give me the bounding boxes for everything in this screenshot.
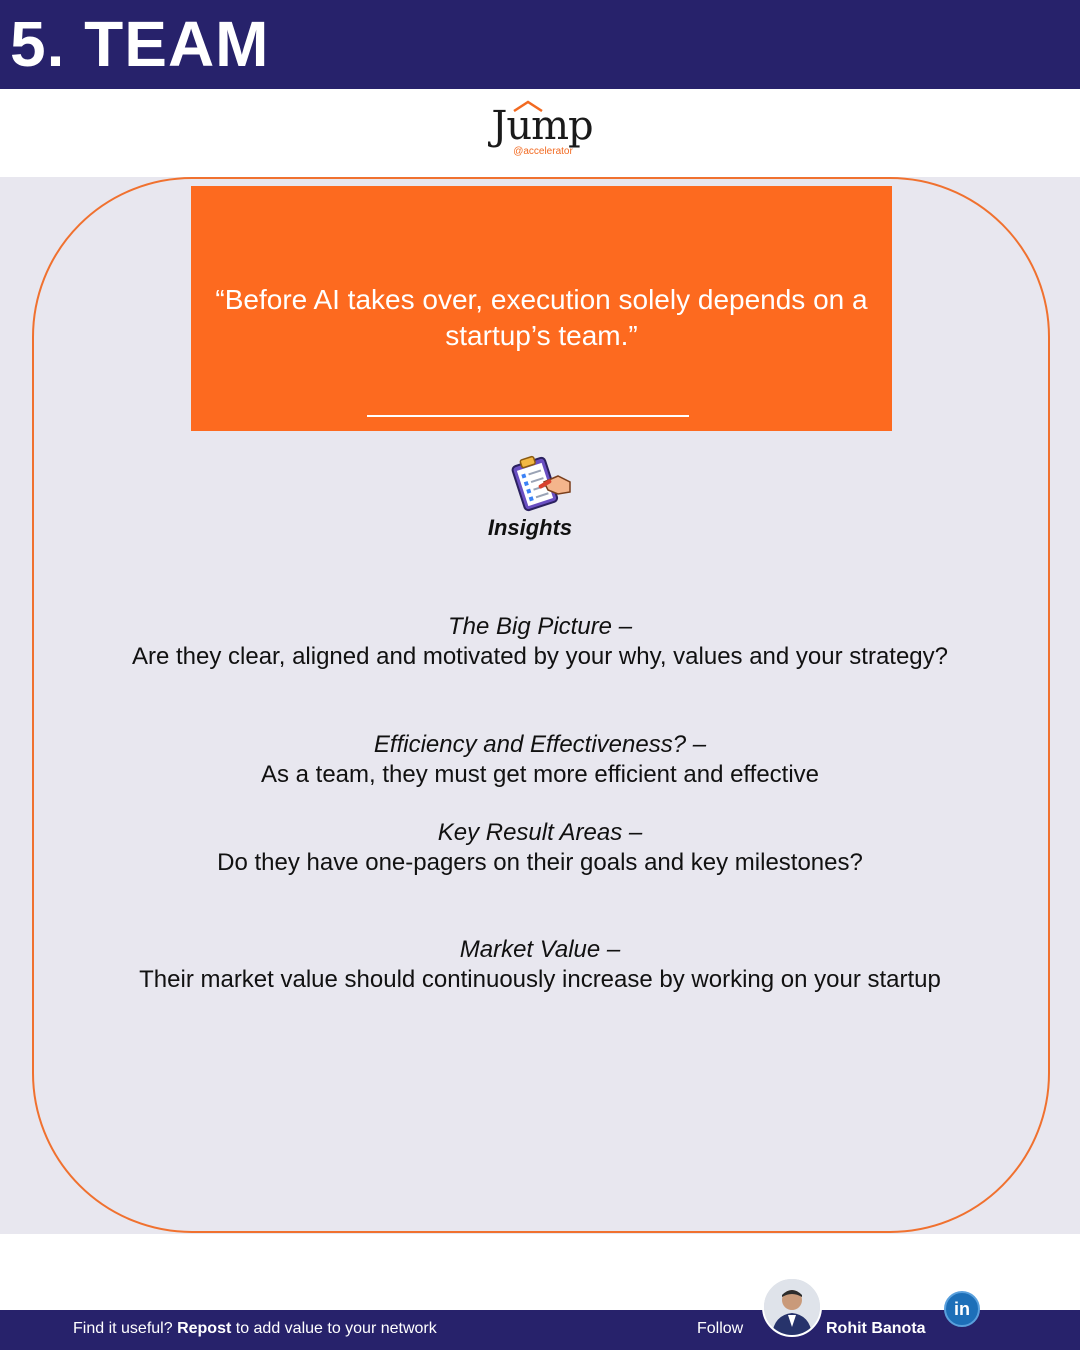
insight-item [40, 818, 1040, 878]
linkedin-icon[interactable]: in [944, 1291, 980, 1327]
insight-body: Do they have one-pagers on their goals and key milestones? [217, 849, 863, 876]
logo-roof-icon [512, 100, 544, 112]
insight-body: Are they clear, aligned and motivated by your why, values and your strategy? [131, 643, 948, 670]
insight-item [40, 612, 1040, 672]
insight-heading: Key Result Areas – [437, 819, 643, 846]
insight-heading: Market Value – [459, 936, 621, 963]
clipboard-checklist-icon [508, 452, 574, 514]
insights-heading: Insights [487, 515, 573, 540]
footer-cta [73, 1319, 437, 1339]
footer-cta-suffix: to add value to your network [231, 1320, 437, 1337]
author-name[interactable]: Rohit Banota [826, 1320, 926, 1337]
page-title: 5. TEAM [10, 8, 270, 80]
insight-heading: Efficiency and Effectiveness? – [373, 731, 707, 758]
header-bar [0, 0, 1080, 89]
logo-subtitle: @accelerator [513, 146, 573, 157]
insight-item [40, 935, 1040, 995]
insight-item [40, 730, 1040, 790]
quote-text: “Before AI takes over, execution solely depends on a startup’s team.” [215, 284, 868, 351]
logo-wordmark: Jump [491, 103, 593, 149]
insight-heading: The Big Picture – [447, 613, 633, 640]
insight-body: As a team, they must get more efficient and effective [260, 761, 820, 788]
person-icon [764, 1279, 820, 1335]
quote-divider [367, 415, 689, 417]
footer-cta-prefix: Find it useful? [73, 1320, 178, 1337]
quote-box [191, 186, 892, 431]
avatar[interactable] [762, 1277, 822, 1337]
follow-label[interactable]: Follow [697, 1320, 744, 1337]
insight-body: Their market value should continuously increase by working on your startup [139, 966, 941, 993]
repost-link[interactable]: Repost [177, 1320, 232, 1337]
